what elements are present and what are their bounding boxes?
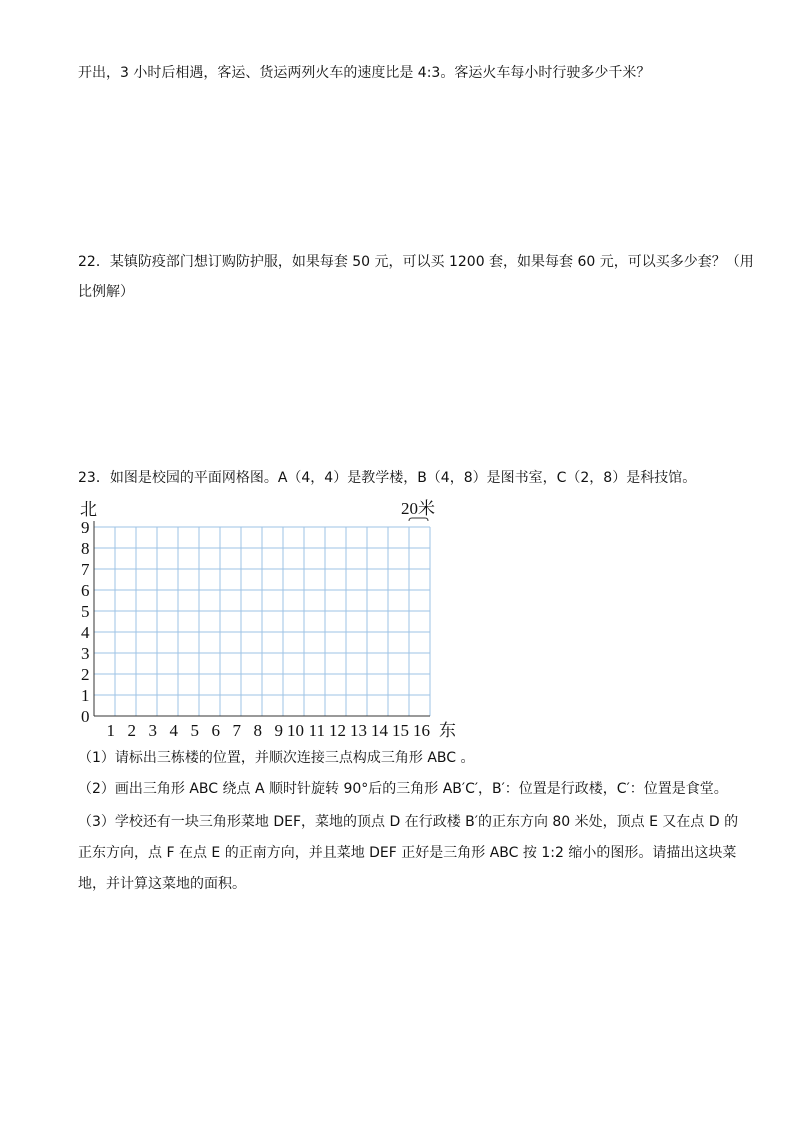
y-tick-label: 6 bbox=[81, 581, 90, 600]
x-tick-label: 1 bbox=[106, 721, 115, 740]
y-tick-label: 1 bbox=[81, 686, 90, 705]
campus-grid-map bbox=[70, 496, 470, 741]
x-tick-label: 10 bbox=[287, 721, 304, 740]
x-tick-label: 15 bbox=[392, 721, 409, 740]
y-tick-label: 5 bbox=[81, 602, 90, 621]
x-tick-label: 9 bbox=[274, 721, 283, 740]
problem23-question3-line1: （3）学校还有一块三角形菜地 DEF，菜地的顶点 D 在行政楼 B′的正东方向 80 米处，顶点 E 又在点 D 的 bbox=[78, 814, 739, 830]
x-tick-label: 3 bbox=[148, 721, 157, 740]
east-label: 东 bbox=[439, 721, 456, 740]
problem22-text-line1: 22．某镇防疫部门想订购防护服，如果每套 50 元，可以买 1200 套，如果每套 60 元，可以买多少套？（用 bbox=[78, 254, 754, 270]
y-tick-label: 8 bbox=[81, 539, 90, 558]
x-tick-label: 14 bbox=[371, 721, 388, 740]
x-tick-label: 7 bbox=[232, 721, 241, 740]
x-tick-label: 6 bbox=[211, 721, 220, 740]
y-tick-label: 0 bbox=[81, 707, 90, 726]
x-tick-label: 8 bbox=[253, 721, 262, 740]
x-tick-label: 5 bbox=[190, 721, 199, 740]
problem22-text-line2: 比例解） bbox=[78, 284, 134, 300]
x-tick-label: 11 bbox=[308, 721, 325, 740]
problem23-question3-line2: 正东方向，点 F 在点 E 的正南方向，并且菜地 DEF 正好是三角形 ABC 按 1:2 缩小的图形。请描出这块菜 bbox=[78, 845, 737, 861]
x-tick-label: 13 bbox=[350, 721, 367, 740]
problem21-text: 开出，3 小时后相遇，客运、货运两列火车的速度比是 4:3。客运火车每小时行驶多少千米？ bbox=[78, 65, 651, 81]
problem23-question3-line3: 地，并计算这菜地的面积。 bbox=[78, 876, 246, 892]
y-tick-label: 7 bbox=[81, 560, 90, 579]
x-tick-label: 4 bbox=[169, 721, 178, 740]
y-tick-label: 9 bbox=[81, 518, 90, 537]
x-tick-label: 16 bbox=[413, 721, 430, 740]
problem23-question1: （1）请标出三栋楼的位置，并顺次连接三点构成三角形 ABC 。 bbox=[78, 750, 475, 766]
problem23-intro: 23．如图是校园的平面网格图。A（4，4）是教学楼，B（4，8）是图书室，C（2，8）是科技馆。 bbox=[78, 470, 697, 486]
problem23-question2: （2）画出三角形 ABC 绕点 A 顺时针旋转 90°后的三角形 AB′C′，B′：位置是行政楼，C′：位置是食堂。 bbox=[78, 781, 728, 797]
scale-label: 20米 bbox=[401, 499, 435, 518]
y-tick-label: 2 bbox=[81, 665, 90, 684]
x-tick-label: 12 bbox=[329, 721, 346, 740]
north-label: 北 bbox=[80, 500, 97, 519]
scale-bracket bbox=[409, 518, 428, 521]
x-tick-label: 2 bbox=[127, 721, 136, 740]
grid-svg bbox=[70, 496, 470, 741]
y-tick-label: 3 bbox=[81, 644, 90, 663]
y-tick-label: 4 bbox=[81, 623, 90, 642]
